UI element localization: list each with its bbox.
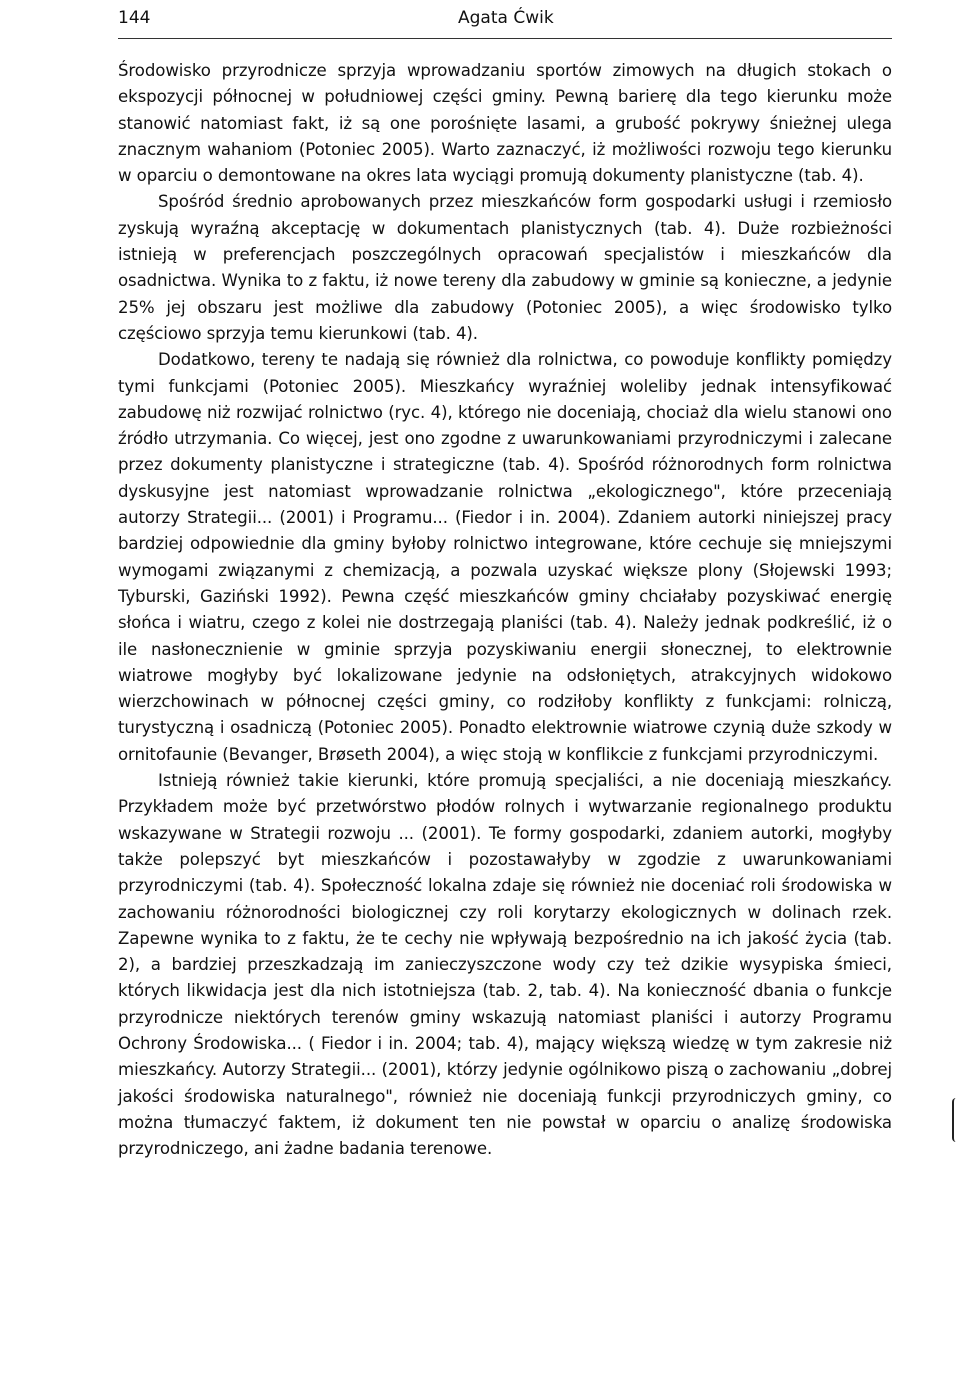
header-divider bbox=[118, 38, 892, 39]
paragraph-4: Istnieją również takie kierunki, które promują specjaliści, a nie doceniają mieszkańcy. Przykładem może być przetwórstwo płodów rolnych i wytwarzanie regionalnego produktu wskazywane w Strategii rozwoju ... (2001). Te formy gospodarki, zdaniem autorki, mogłyby także polepszyć byt mieszkańców i pozostawałyby w zgodzie z uwarunkowaniami przyrodniczymi (tab. 4). Społeczność lokalna zdaje się również nie doceniać roli środowiska w zachowaniu różnorodności biologicznej czy roli korytarzy ekologicznych w dolinach rzek. Zapewne wynika to z faktu, że te cechy nie wpływają bezpośrednio na ich jakość życia (tab. 2), a bardziej przeszkadzają im zanieczyszczone wody czy też dzikie wysypiska śmieci, których likwidacja jest dla nich istotniejsza (tab. 2, tab. 4). Na konieczność dbania o funkcje przyrodnicze niektórych terenów gminy wskazują natomiast planiści i autorzy Programu Ochrony Środowiska... ( Fiedor i in. 2004; tab. 4), mający większą wiedzę w tym zakresie niż mieszkańcy. Autorzy Strategii... (2001), którzy jedynie ogólnikowo piszą o zachowaniu „dobrej jakości środowiska naturalnego", również nie doceniają funkcji przyrodniczych gminy, co można tłumaczyć faktem, iż dokument ten nie powstał w oparciu o analizę środowiska przyrodniczego, ani żadne badania terenowe. bbox=[118, 771, 892, 1159]
margin-bracket-mark bbox=[952, 1098, 957, 1142]
paragraph-2: Spośród średnio aprobowanych przez mieszkańców form gospodarki usługi i rzemiosło zyskują wyraźną akceptację w dokumentach planistycznych (tab. 4). Duże rozbieżności istnieją w preferencjach poszczególnych opracowań specjalistów i mieszkańców dla osadnictwa. Wynika to z faktu, iż nowe tereny dla zabudowy w gminie są konieczne, a jedynie 25% jej obszaru jest możliwe dla zabudowy (Potoniec 2005), a więc środowisko tylko częściowo sprzyja temu kierunkowi (tab. 4). bbox=[118, 192, 892, 343]
running-head: Agata Ćwik bbox=[458, 8, 554, 28]
paragraph-1: Środowisko przyrodnicze sprzyja wprowadzaniu sportów zimowych na długich stokach o ekspozycji północnej w południowej części gminy. Pewną barierę dla tego kierunku może stanowić natomiast fakt, iż są one porośnięte lasami, a grubość pokrywy śnieżnej ulega znacznym wahaniom (Potoniec 2005). Warto zaznaczyć, iż możliwości rozwoju tego kierunku w oparciu o demontowane na okres lata wyciągi promują dokumenty planistyczne (tab. 4). bbox=[118, 61, 892, 186]
page-number: 144 bbox=[118, 8, 151, 28]
body-text bbox=[118, 58, 892, 1162]
page-header bbox=[118, 4, 892, 32]
paragraph-3: Dodatkowo, tereny te nadają się również dla rolnictwa, co powoduje konflikty pomiędzy tymi funkcjami (Potoniec 2005). Mieszkańcy wyraźniej woleliby jednak intensyfikować zabudowę niż rozwijać rolnictwo (ryc. 4), którego nie doceniają, chociaż dla wielu stanowi ono źródło utrzymania. Co więcej, jest ono zgodne z uwarunkowaniami przyrodniczymi i zalecane przez dokumenty planistyczne i strategiczne (tab. 4). Spośród różnorodnych form rolnictwa dyskusyjne jest natomiast wprowadzanie rolnictwa „ekologicznego", które przeceniają autorzy Strategii... (2001) i Programu... (Fiedor i in. 2004). Zdaniem autorki niniejszej pracy bardziej odpowiednie dla gminy byłoby rolnictwo integrowane, które cechuje się mniejszymi wymogami związanymi z chemizacją, a pozwala uzyskać większe plony (Słojewski 1993; Tyburski, Gaziński 1992). Pewna część mieszkańców gminy chciałaby pozyskiwać energię słońca i wiatru, czego z kolei nie dostrzegają planiści (tab. 4). Należy jednak podkreślić, iż o ile nasłonecznienie w gminie sprzyja pozyskiwaniu energii słonecznej, to elektrownie wiatrowe mogłyby być lokalizowane jedynie na odsłoniętych, atrakcyjnych widokowo wierzchowinach w północnej części gminy, co rodziłoby konflikty z funkcjami: rolniczą, turystyczną i osadniczą (Potoniec 2005). Ponadto elektrownie wiatrowe czynią duże szkody w ornitofaunie (Bevanger, Brøseth 2004), a więc stoją w konflikcie z funkcjami przyrodniczymi. bbox=[118, 350, 892, 764]
